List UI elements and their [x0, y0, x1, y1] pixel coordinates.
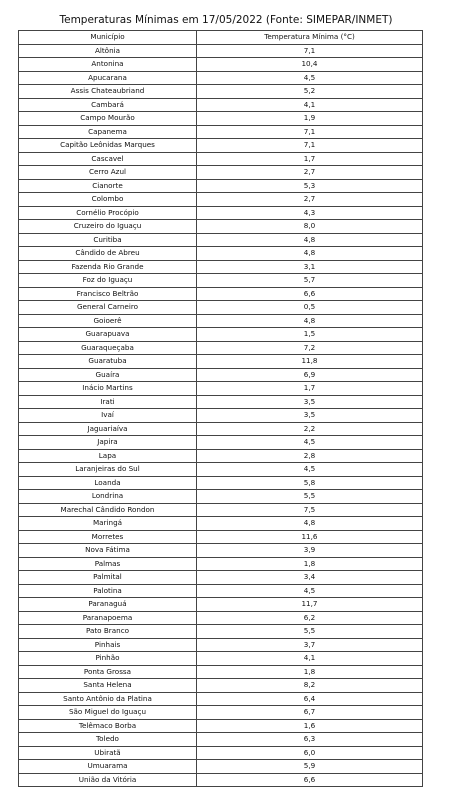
table-row — [19, 449, 423, 463]
temperature-cell: 4,1 — [197, 652, 423, 666]
table-row — [19, 233, 423, 247]
municipio-cell: Fazenda Rio Grande — [19, 260, 197, 274]
table-row — [19, 260, 423, 274]
table-row — [19, 409, 423, 423]
municipio-cell: Ubiratã — [19, 746, 197, 760]
municipio-cell: Antonina — [19, 58, 197, 72]
table-row — [19, 719, 423, 733]
temperature-cell: 6,6 — [197, 287, 423, 301]
temperature-cell: 8,2 — [197, 679, 423, 693]
table-row — [19, 733, 423, 747]
municipio-cell: Campo Mourão — [19, 112, 197, 126]
table-row — [19, 557, 423, 571]
table-row — [19, 355, 423, 369]
municipio-cell: União da Vitória — [19, 773, 197, 787]
table-row — [19, 58, 423, 72]
municipio-cell: Cerro Azul — [19, 166, 197, 180]
table-row — [19, 638, 423, 652]
table-body — [19, 44, 423, 787]
municipio-cell: Guaratuba — [19, 355, 197, 369]
temperature-table — [18, 30, 423, 787]
municipio-cell: Goioerê — [19, 314, 197, 328]
temperature-cell: 4,8 — [197, 517, 423, 531]
table-row — [19, 598, 423, 612]
municipio-cell: Santa Helena — [19, 679, 197, 693]
municipio-cell: Morretes — [19, 530, 197, 544]
temperature-cell: 1,7 — [197, 152, 423, 166]
table-row — [19, 193, 423, 207]
municipio-cell: Paranapoema — [19, 611, 197, 625]
temperature-cell: 5,5 — [197, 490, 423, 504]
municipio-cell: Nova Fátima — [19, 544, 197, 558]
table-row — [19, 652, 423, 666]
table-row — [19, 463, 423, 477]
temperature-cell: 5,2 — [197, 85, 423, 99]
municipio-cell: Cascavel — [19, 152, 197, 166]
table-row — [19, 328, 423, 342]
table-row — [19, 166, 423, 180]
table-row — [19, 179, 423, 193]
municipio-cell: Toledo — [19, 733, 197, 747]
municipio-cell: Capanema — [19, 125, 197, 139]
municipio-cell: Palmital — [19, 571, 197, 585]
temperature-cell: 5,3 — [197, 179, 423, 193]
temperature-cell: 6,7 — [197, 706, 423, 720]
temperature-cell: 1,9 — [197, 112, 423, 126]
table-row — [19, 746, 423, 760]
municipio-cell: Ivaí — [19, 409, 197, 423]
table-row — [19, 220, 423, 234]
municipio-cell: Francisco Beltrão — [19, 287, 197, 301]
table-row — [19, 611, 423, 625]
temperature-cell: 4,1 — [197, 98, 423, 112]
temperature-cell: 1,7 — [197, 382, 423, 396]
table-row — [19, 71, 423, 85]
table-row — [19, 301, 423, 315]
municipio-cell: Capitão Leônidas Marques — [19, 139, 197, 153]
temperature-cell: 11,7 — [197, 598, 423, 612]
municipio-cell: Telêmaco Borba — [19, 719, 197, 733]
table-row — [19, 571, 423, 585]
municipio-cell: Japira — [19, 436, 197, 450]
temperature-cell: 6,6 — [197, 773, 423, 787]
table-row — [19, 517, 423, 531]
municipio-cell: Guaraqueçaba — [19, 341, 197, 355]
temperature-cell: 4,5 — [197, 436, 423, 450]
municipio-cell: Paranaguá — [19, 598, 197, 612]
municipio-cell: Santo Antônio da Platina — [19, 692, 197, 706]
table-row — [19, 44, 423, 58]
temperature-cell: 6,3 — [197, 733, 423, 747]
municipio-cell: Guaíra — [19, 368, 197, 382]
temperature-cell: 3,5 — [197, 409, 423, 423]
temperature-cell: 3,5 — [197, 395, 423, 409]
temperature-cell: 4,3 — [197, 206, 423, 220]
temperature-cell: 2,8 — [197, 449, 423, 463]
temperature-cell: 0,5 — [197, 301, 423, 315]
temperature-cell: 1,8 — [197, 557, 423, 571]
municipio-cell: Cambará — [19, 98, 197, 112]
municipio-cell: Cornélio Procópio — [19, 206, 197, 220]
temperature-cell: 4,8 — [197, 233, 423, 247]
temperature-cell: 7,1 — [197, 139, 423, 153]
temperature-cell: 7,1 — [197, 125, 423, 139]
temperature-cell: 3,4 — [197, 571, 423, 585]
temperature-cell: 2,2 — [197, 422, 423, 436]
temperature-cell: 7,1 — [197, 44, 423, 58]
column-header-temperatura: Temperatura Mínima (°C) — [197, 31, 423, 45]
table-row — [19, 436, 423, 450]
municipio-cell: Cândido de Abreu — [19, 247, 197, 261]
table-row — [19, 152, 423, 166]
table-row — [19, 476, 423, 490]
temperature-cell: 1,6 — [197, 719, 423, 733]
municipio-cell: Cruzeiro do Iguaçu — [19, 220, 197, 234]
temperature-cell: 3,9 — [197, 544, 423, 558]
temperature-cell: 1,8 — [197, 665, 423, 679]
table-row — [19, 274, 423, 288]
municipio-cell: Apucarana — [19, 71, 197, 85]
municipio-cell: Ponta Grossa — [19, 665, 197, 679]
temperature-cell: 6,9 — [197, 368, 423, 382]
temperature-cell: 4,5 — [197, 584, 423, 598]
temperature-cell: 2,7 — [197, 166, 423, 180]
temperature-cell: 7,5 — [197, 503, 423, 517]
table-row — [19, 395, 423, 409]
municipio-cell: Laranjeiras do Sul — [19, 463, 197, 477]
table-row — [19, 382, 423, 396]
table-row — [19, 206, 423, 220]
municipio-cell: Umuarama — [19, 760, 197, 774]
municipio-cell: Pato Branco — [19, 625, 197, 639]
municipio-cell: Maringá — [19, 517, 197, 531]
temperature-cell: 3,7 — [197, 638, 423, 652]
temperature-cell: 3,1 — [197, 260, 423, 274]
municipio-cell: Palotina — [19, 584, 197, 598]
municipio-cell: Irati — [19, 395, 197, 409]
temperature-cell: 2,7 — [197, 193, 423, 207]
municipio-cell: Marechal Cândido Rondon — [19, 503, 197, 517]
temperature-cell: 4,8 — [197, 247, 423, 261]
municipio-cell: Palmas — [19, 557, 197, 571]
temperature-cell: 4,5 — [197, 463, 423, 477]
table-row — [19, 112, 423, 126]
table-row — [19, 247, 423, 261]
header-row — [19, 31, 423, 45]
table-row — [19, 139, 423, 153]
municipio-cell: São Miguel do Iguaçu — [19, 706, 197, 720]
table-header — [19, 31, 423, 45]
municipio-cell: Colombo — [19, 193, 197, 207]
table-row — [19, 287, 423, 301]
temperature-cell: 5,5 — [197, 625, 423, 639]
temperature-cell: 6,4 — [197, 692, 423, 706]
table-row — [19, 530, 423, 544]
municipio-cell: Assis Chateaubriand — [19, 85, 197, 99]
temperature-cell: 4,8 — [197, 314, 423, 328]
table-row — [19, 760, 423, 774]
table-row — [19, 125, 423, 139]
municipio-cell: General Carneiro — [19, 301, 197, 315]
municipio-cell: Cianorte — [19, 179, 197, 193]
municipio-cell: Guarapuava — [19, 328, 197, 342]
temperature-cell: 8,0 — [197, 220, 423, 234]
municipio-cell: Londrina — [19, 490, 197, 504]
page-title: Temperaturas Mínimas em 17/05/2022 (Fonte: SIMEPAR/INMET) — [59, 14, 393, 26]
municipio-cell: Pinhão — [19, 652, 197, 666]
municipio-cell: Lapa — [19, 449, 197, 463]
table-row — [19, 584, 423, 598]
temperature-cell: 6,0 — [197, 746, 423, 760]
temperature-cell: 11,6 — [197, 530, 423, 544]
table-row — [19, 544, 423, 558]
table-row — [19, 341, 423, 355]
table-row — [19, 422, 423, 436]
temperature-cell: 7,2 — [197, 341, 423, 355]
table-row — [19, 368, 423, 382]
temperature-cell: 5,9 — [197, 760, 423, 774]
municipio-cell: Curitiba — [19, 233, 197, 247]
temperature-cell: 6,2 — [197, 611, 423, 625]
municipio-cell: Pinhais — [19, 638, 197, 652]
table-row — [19, 490, 423, 504]
table-row — [19, 665, 423, 679]
table-row — [19, 314, 423, 328]
municipio-cell: Altônia — [19, 44, 197, 58]
temperature-cell: 4,5 — [197, 71, 423, 85]
municipio-cell: Foz do Iguaçu — [19, 274, 197, 288]
column-header-municipio: Município — [19, 31, 197, 45]
table-row — [19, 98, 423, 112]
table-row — [19, 503, 423, 517]
temperature-cell: 10,4 — [197, 58, 423, 72]
table-row — [19, 625, 423, 639]
temperature-cell: 5,8 — [197, 476, 423, 490]
table-row — [19, 706, 423, 720]
temperature-cell: 11,8 — [197, 355, 423, 369]
table-row — [19, 773, 423, 787]
table-row — [19, 692, 423, 706]
table-row — [19, 85, 423, 99]
municipio-cell: Inácio Martins — [19, 382, 197, 396]
temperature-cell: 1,5 — [197, 328, 423, 342]
table-row — [19, 679, 423, 693]
municipio-cell: Jaguariaíva — [19, 422, 197, 436]
temperature-cell: 5,7 — [197, 274, 423, 288]
municipio-cell: Loanda — [19, 476, 197, 490]
